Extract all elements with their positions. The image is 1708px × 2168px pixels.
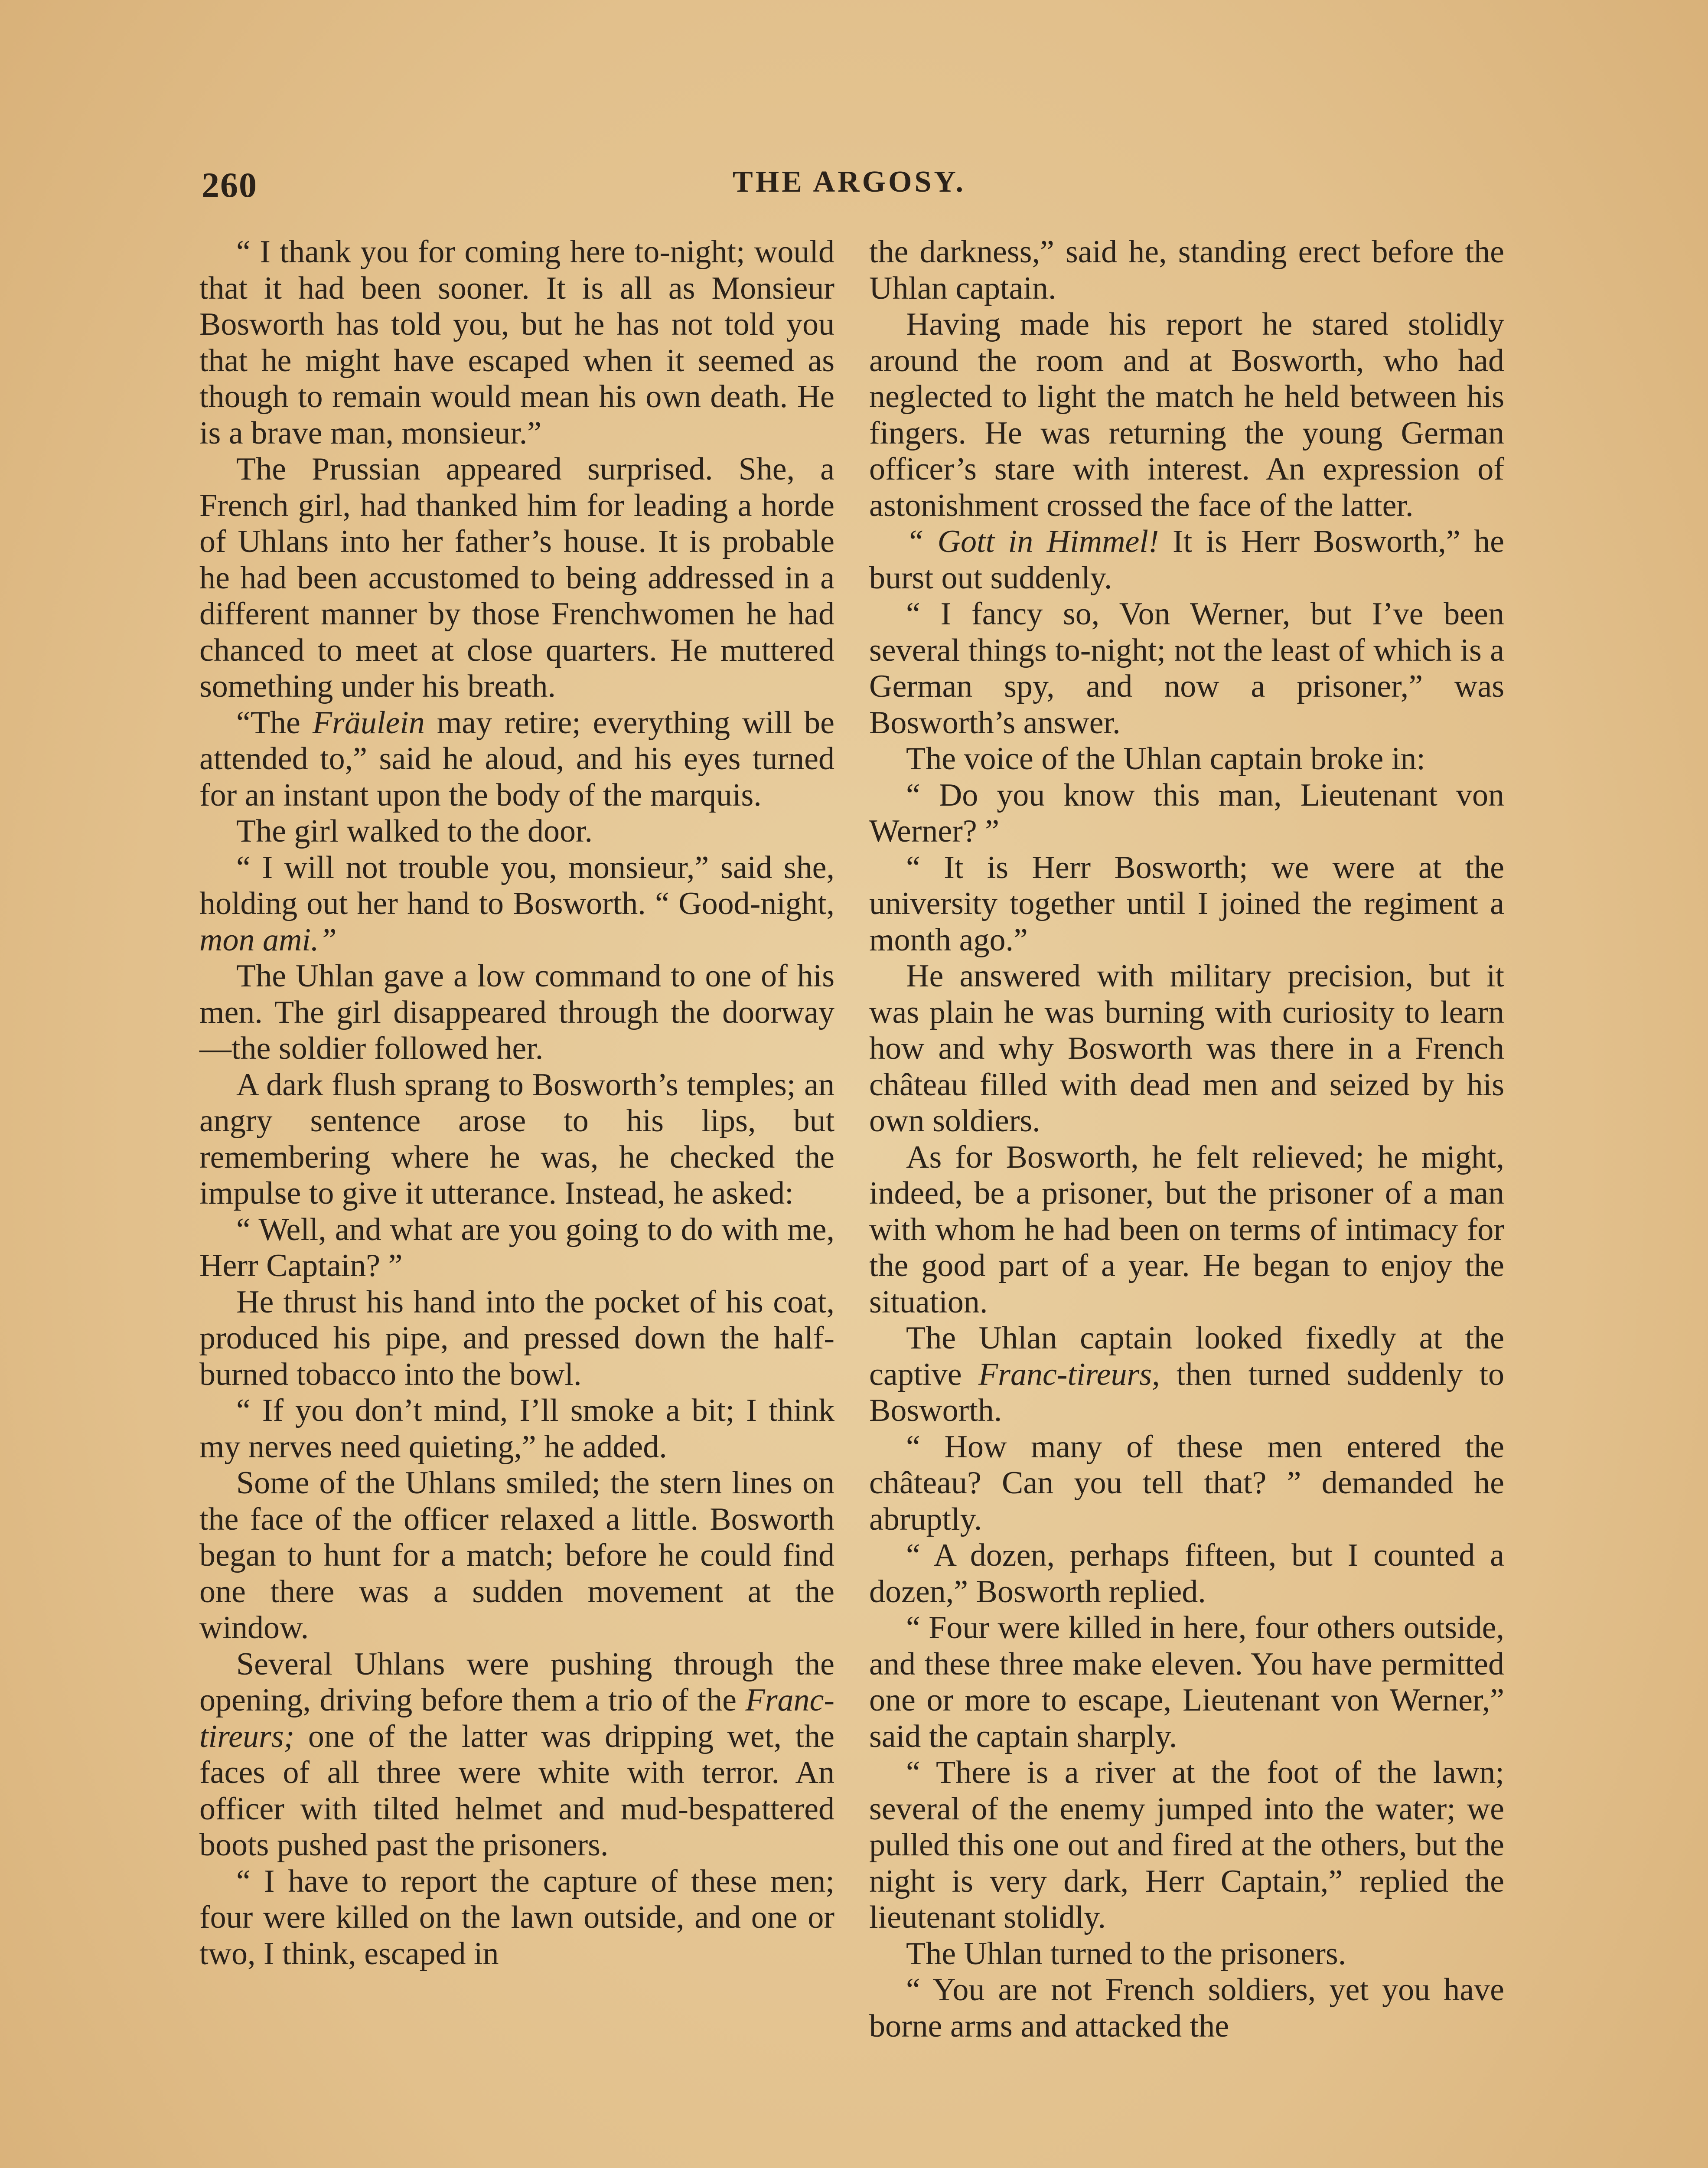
paragraph: The voice of the Uhlan captain broke in: <box>906 741 1425 777</box>
paragraph: The Prussian appeared surprised. She, a French girl, had thanked him for leading a horde of Uhlans into her father’s house. It is probable he had been accustomed to being addressed in a different manner by those Frenchwomen he had chanced to meet at close quarters. He muttered something under his breath. <box>199 451 834 704</box>
paragraph: “ If you don’t mind, I’ll smoke a bit; I think my nerves need quieting,” he added. <box>199 1393 834 1465</box>
paragraph: “ How many of these men entered the château? Can you tell that? ” demanded he abruptly. <box>869 1429 1504 1537</box>
paragraph: He thrust his hand into the pocket of his coat, produced his pipe, and pressed down the half-burned tobacco into the bowl. <box>199 1284 834 1392</box>
running-title: THE ARGOSY. <box>733 165 966 199</box>
paragraph: Several Uhlans were pushing through the opening, driving before them a trio of the Franc-tireurs; one of the latter was dripping wet, the faces of all three were white with terror. An officer with tilted helmet and mud-bespattered boots pushed past the prisoners. <box>199 1646 834 1863</box>
paragraph: A dark flush sprang to Bosworth’s temples; an angry sentence arose to his lips, but remembering where he was, he checked the impulse to give it utterance. Instead, he asked: <box>199 1067 834 1211</box>
paragraph: “ Do you know this man, Lieutenant von Werner? ” <box>869 777 1504 849</box>
paragraph: “ There is a river at the foot of the lawn; several of the enemy jumped into the water; we pulled this one out and fired at the others, but the night is very dark, Herr Captain,” replied the lieutenant stolidly. <box>869 1755 1504 1935</box>
paragraph: As for Bosworth, he felt relieved; he might, indeed, be a prisoner, but the prisoner of a man with whom he had been on terms of intimacy for the good part of a year. He began to enjoy the situation. <box>869 1139 1504 1320</box>
paragraph: “ Well, and what are you going to do with me, Herr Captain? ” <box>199 1211 834 1283</box>
paragraph: “ I will not trouble you, monsieur,” said she, holding out her hand to Bosworth. “ Good-night, mon ami.” <box>199 849 834 958</box>
paragraph: The girl walked to the door. <box>236 813 593 849</box>
paragraph: “ A dozen, perhaps fifteen, but I counted a dozen,” Bosworth replied. <box>869 1538 1504 1610</box>
paragraph: He answered with military precision, but it was plain he was burning with curiosity to learn how and why Bosworth was there in a French château filled with dead men and seized by his own soldiers. <box>869 958 1504 1139</box>
paragraph: “ Gott in Himmel! It is Herr Bosworth,” he burst out suddenly. <box>869 524 1505 596</box>
paragraph: “ Four were killed in here, four others outside, and these three make eleven. You have permitted one or more to escape, Lieutenant von Werner,” said the captain sharply. <box>869 1610 1504 1754</box>
paragraph: The Uhlan turned to the prisoners. <box>906 1936 1346 1972</box>
paragraph: the darkness,” said he, standing erect before the Uhlan captain. <box>869 234 1504 306</box>
paragraph: The Uhlan captain looked fixedly at the captive Franc-tireurs, then turned suddenly to Bosworth. <box>869 1320 1505 1428</box>
paragraph: “ I have to report the capture of these men; four were killed on the lawn outside, and one or two, I think, escaped in <box>199 1863 834 1972</box>
paragraph: Having made his report he stared stolidly around the room and at Bosworth, who had neglected to light the match he held between his fingers. He was returning the young German officer’s stare with interest. An expression of astonishment crossed the face of the latter. <box>869 307 1504 523</box>
right-column <box>869 234 1504 2044</box>
paragraph: “ I thank you for coming here to-night; would that it had been sooner. It is all as Monsieur Bosworth has told you, but he has not told you that he might have escaped when it seemed as though to remain would mean his own death. He is a brave man, monsieur.” <box>199 234 834 451</box>
paragraph: “ You are not French soldiers, yet you have borne arms and attacked the <box>869 1972 1504 2044</box>
paragraph: “ I fancy so, Von Werner, but I’ve been several things to-night; not the least of which is a German spy, and now a prisoner,” was Bosworth’s answer. <box>869 596 1504 741</box>
paragraph: The Uhlan gave a low command to one of his men. The girl disappeared through the doorway—the soldier followed her. <box>199 958 834 1066</box>
page-number: 260 <box>202 165 258 205</box>
paragraph: “ It is Herr Bosworth; we were at the university together until I joined the regiment a month ago.” <box>869 849 1504 958</box>
paragraph: Some of the Uhlans smiled; the stern lines on the face of the officer relaxed a little. Bosworth began to hunt for a match; before he could find one there was a sudden movement at the window. <box>199 1465 834 1646</box>
paragraph: “The Fräulein may retire; everything will be attended to,” said he aloud, and his eyes turned for an instant upon the body of the marquis. <box>199 705 834 813</box>
left-column <box>199 234 834 1972</box>
